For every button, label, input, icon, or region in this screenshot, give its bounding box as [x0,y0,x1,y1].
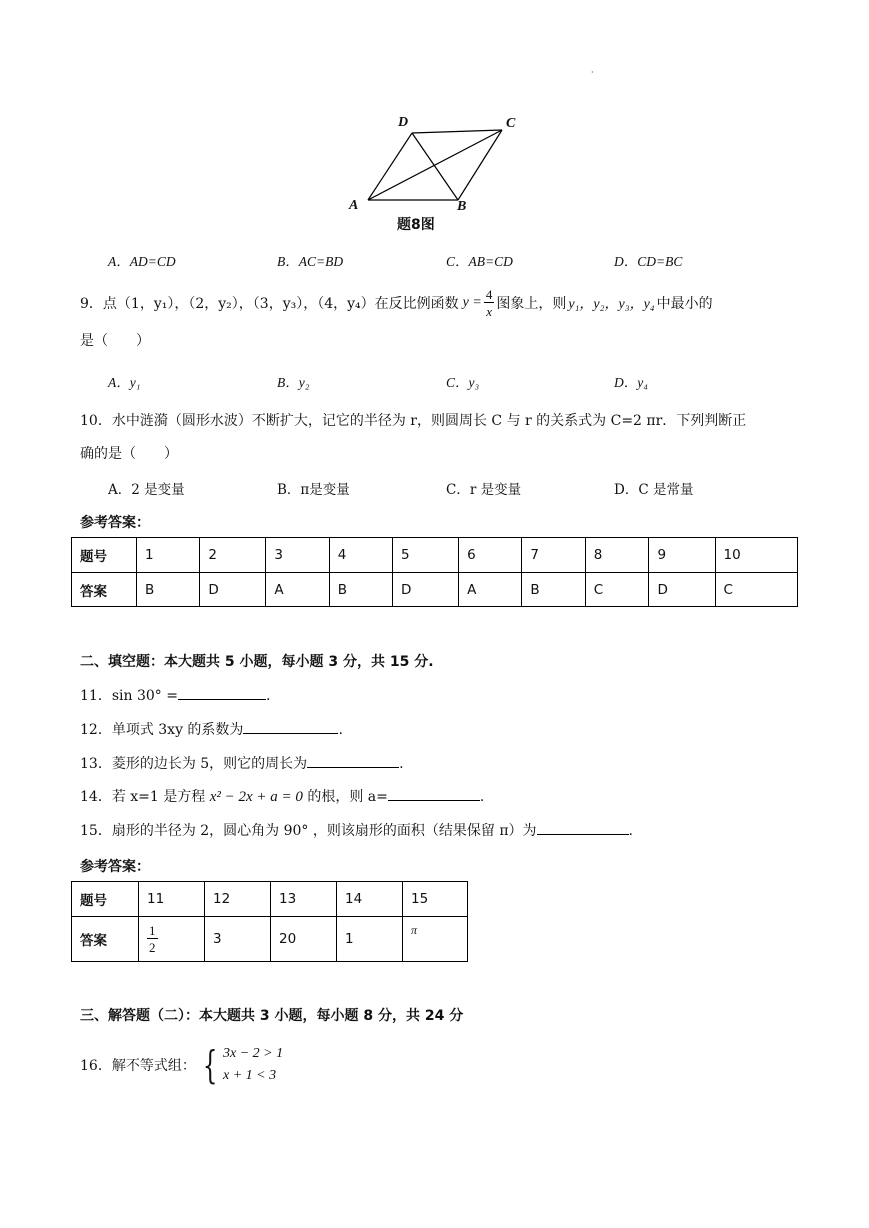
table1-header-cell: 10 [715,538,797,573]
table1-header-cell: 2 [200,538,266,573]
q14-blank [388,786,480,801]
table2-header-cell: 11 [139,882,205,917]
q9-func-lhs: y = [462,295,482,310]
q15-blank [537,820,629,835]
section-2-heading: 二、填空题：本大题共 5 小题，每小题 3 分，共 15 分. [80,654,434,670]
q9-func-num: 4 [485,287,493,302]
q8-option-c: C．AB=CD [446,254,513,269]
q11-end: . [265,688,271,704]
table1-answer-cell: D [649,573,715,607]
q9-func-fraction [484,288,495,318]
q16 [80,1043,283,1087]
q9-mins: y₁，y₂，y₃，y₄ [568,297,655,312]
table1-answer-cell: D [393,573,459,607]
segment-bc [458,130,502,200]
q14-pre: 14．若 x=1 是方程 [80,789,206,805]
segment-cd [412,130,502,133]
q9-prefix: 9．点（1， [80,296,154,312]
q10-line1: 10．水中涟漪（圆形水波）不断扩大，记它的半径为 r，则圆周长 C 与 r 的关系式为 C=2 πr．下列判断正 [80,413,747,429]
q14 [80,786,484,806]
table2-answer-cell: 1 [337,917,403,962]
table1-answer-cell: B [137,573,200,607]
table1-header-cell: 1 [137,538,200,573]
reference-answer-label-2: 参考答案： [80,859,150,875]
reference-answer-label-1: 参考答案： [80,515,150,531]
table1-header-cell: 题号 [72,538,137,573]
table2-answer-cell: 3 [205,917,271,962]
point-label-c: C [506,116,516,131]
answer-fraction-den: 2 [149,940,156,955]
table1-header-cell: 4 [329,538,392,573]
q13-text: 13．菱形的边长为 5，则它的周长为 [80,756,308,772]
q14-end: . [479,789,485,805]
segment-da [368,133,412,200]
q11-text: 11．sin 30° = [80,688,178,704]
q10-option-c: C．r 是变量 [446,482,522,498]
figure-caption: 题8图 [397,217,435,233]
point-label-b: B [457,199,467,214]
answer-table-1 [71,537,798,607]
table1-answer-cell: C [585,573,649,607]
q12-blank [243,719,338,734]
table1-answer-cell: A [266,573,329,607]
table2-header-cell: 题号 [72,882,139,917]
q8-option-a: A．AD=CD [108,254,176,269]
table1-answer-cell: D [200,573,266,607]
q16-inequality-2: x + 1 < 3 [223,1068,277,1083]
q13-end: . [399,756,404,772]
table1-header-cell: 8 [585,538,649,573]
q8-option-b: B．AC=BD [277,254,344,269]
q9-option-b: B．y₂ [277,375,310,390]
point-label-d: D [398,115,409,130]
table2-answer-cell: π [403,917,468,962]
q9-part-4: y₄）在反比例函数 [347,296,459,312]
answer-table-2 [71,881,468,962]
table1-answer-cell: C [715,573,797,607]
q15-end: . [628,823,633,839]
table1-answer-cell: 答案 [72,573,137,607]
q12-end: . [338,722,343,738]
q8-option-d: D．CD=BC [614,254,683,269]
q9-func-den: x [486,304,492,319]
table2-header-cell: 12 [205,882,271,917]
table1-header-cell: 6 [459,538,522,573]
q9-option-d: D．y₄ [614,375,648,390]
section-3-heading: 三、解答题（二）：本大题共 3 小题，每小题 8 分，共 24 分 [80,1008,464,1024]
table1-answer-cell: B [522,573,585,607]
q16-inequality-1: 3x − 2 > 1 [223,1046,284,1061]
answer-fraction-num: 1 [149,923,156,938]
diagonal-ac [368,130,502,200]
q13-blank [307,753,399,768]
figure-8-parallelogram [0,0,869,240]
q9-after-func: 图象上，则 [496,296,567,312]
q10-line2: 确的是（ ） [80,446,178,462]
q11 [80,685,270,705]
q11-blank [178,685,266,700]
q14-post: 的根，则 a= [307,789,388,805]
table1-header-cell: 5 [393,538,459,573]
q9-option-c: C．y₃ [446,375,480,390]
table2-header-cell: 13 [271,882,337,917]
q10-option-a: A．2 是变量 [108,482,185,498]
point-label-a: A [349,198,359,213]
table2-answer-cell: 答案 [72,917,139,962]
q16-system [223,1043,283,1087]
q9-line2: 是（ ） [80,333,150,349]
q10-option-b: B．π是变量 [277,482,350,498]
table2-header-cell: 15 [403,882,468,917]
q9-part-3: y₃），（4， [282,296,348,312]
q13 [80,753,404,773]
table1-header-cell: 9 [649,538,715,573]
table2-header-cell: 14 [337,882,403,917]
q16-text: 16．解不等式组： [80,1058,196,1074]
q9-part-2: y₂），（3， [218,296,283,312]
q14-equation: x² − 2x + a = 0 [209,789,303,805]
table1-header-cell: 3 [266,538,329,573]
q12 [80,719,343,739]
table1-answer-cell: A [459,573,522,607]
q15 [80,820,633,840]
q10-option-d: D．C 是常量 [614,482,694,498]
table2-answer-cell-fraction [139,917,205,962]
page-dot: · [591,68,594,77]
q9-tail: 中最小的 [656,296,713,312]
q12-text: 12．单项式 3xy 的系数为 [80,722,244,738]
q9-option-a: A．y₁ [108,375,141,390]
q9-part-1: y₁），（2， [153,296,219,312]
q15-text: 15．扇形的半径为 2，圆心角为 90° ，则该扇形的面积（结果保留 π）为 [80,823,537,839]
diagonal-bd [412,133,458,200]
q9-line1 [80,288,713,318]
table1-header-cell: 7 [522,538,585,573]
table2-answer-cell: 20 [271,917,337,962]
table1-answer-cell: B [329,573,392,607]
q16-brace: { [202,1043,218,1087]
answer-fraction [147,924,158,954]
